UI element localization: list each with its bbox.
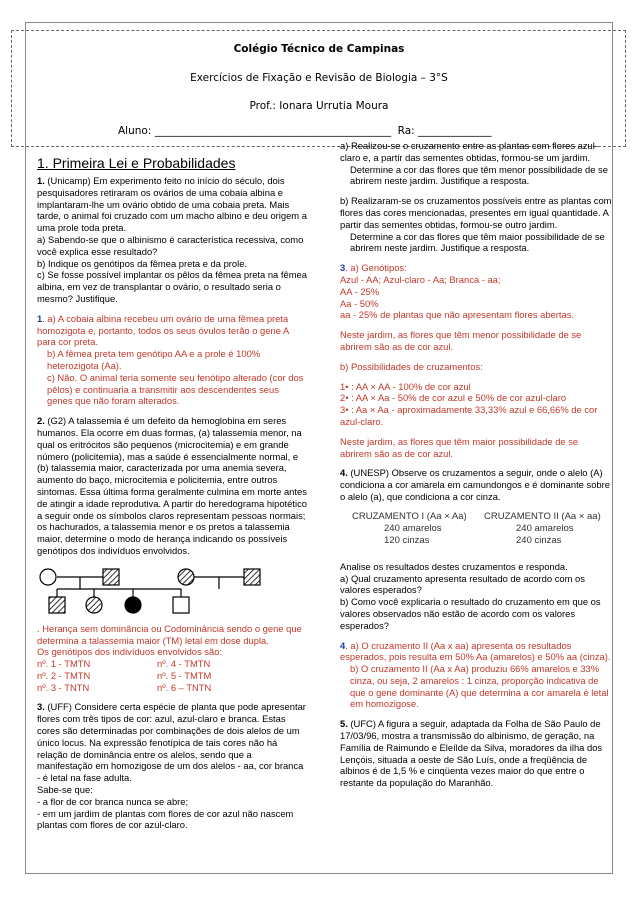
question-3-items-a: a) Realizou-se o cruzamento entre as plantas com flores azul-claro e, a partir das sementes obtidas, formou-se um jardim. Determine a cor das flores que têm menor possibilidade de se abrirem neste jardim. Justifique a resposta. xyxy=(340,140,608,187)
question-4: 4. (UNESP) Observe os cruzamentos a seguir, onde o alelo (A) condiciona a cor amarela em camundongos e é dominante sobre o alelo (a), que condiciona a cor cinza. xyxy=(340,467,610,502)
cross-2-title: CRUZAMENTO II (Aa × aa) xyxy=(484,510,601,522)
question-3: 3. (UFF) Considere certa espécie de planta que pode apresentar flores com três tipos de cor: azul, azul-claro e branca. Estas cores são determinadas por combinações de dois alelos de um único locus. Na expressão fenotípica de tais cores não há relação de dominância entre os alelos, sendo que a manifestação em homozigose de um dos alelos - aa, cor branca - é letal na fase adulta. Sabe-se que: - a flor de cor branca nunca se abre; - em um jardim de plantas com flores de cor azul não nascem plantas com flores de cor azul-claro. xyxy=(37,701,306,831)
pedigree-diagram xyxy=(37,565,297,615)
individual-6 xyxy=(173,597,189,613)
answer-3-cruzamentos-title: b) Possibilidades de cruzamentos: xyxy=(340,360,483,372)
school-title: Colégio Técnico de Campinas xyxy=(233,43,405,55)
individual-1 xyxy=(40,569,56,585)
individual-8 xyxy=(244,569,260,585)
section-title: 1. Primeira Lei e Probabilidades xyxy=(37,155,236,171)
right-column xyxy=(340,140,612,797)
cross-2-line-1: 240 amarelos xyxy=(516,522,574,534)
answer-3-menor: Neste jardim, as flores que têm menor possibilidade de se abrirem são as de cor azul. xyxy=(340,329,582,352)
cross-1-line-2: 120 cinzas xyxy=(384,534,430,546)
answer-2: . Herança sem dominância ou Codominância sendo o gene que determina a talassemia maior (TM) letal em dose dupla. Os genótipos dos indivíduos envolvidos são: nº. 1 - TMTN nº. 4 - TMTN nº. 2 - TMTN nº. 5 - TMTM nº. 3 - TNTN nº. 6 – TNTN xyxy=(37,623,307,694)
left-column xyxy=(37,155,307,839)
genotype-list: nº. 1 - TMTN nº. 4 - TMTN nº. 2 - TMTN nº. 5 - TMTM nº. 3 - TNTN nº. 6 – TNTN xyxy=(37,658,212,693)
question-5: 5. (UFC) A figura a seguir, adaptada da Folha de São Paulo de 17/03/96, mostra a transmissão do albinismo, de geração, na Família de Raimundo e Eleílde da Silva, moradores da ilha dos Lençóis, situada a oeste de São Luís, onde a freqüência de albinos é de 1,5 % e cinqüenta vezes maior do que entre o restante da população do Maranhão. xyxy=(340,718,603,789)
question-3-items-b: b) Realizaram-se os cruzamentos possíveis entre as plantas com flores das cores mencionadas, presentes em igual quantidade. A partir das sementes obtidas, formou-se outro jardim. Determine a cor das flores que têm maior possibilidade de se abrirem neste jardim. Justifique a resposta. xyxy=(340,195,612,254)
question-4-items: Analise os resultados destes cruzamentos e responda. a) Qual cruzamento apresenta resultado de acordo com os valores esperados? b) Como você explicaria o resultado do cruzamento em que os valores observados não estão de acordo com os valores esperados? xyxy=(340,560,601,631)
question-number: 1. xyxy=(37,175,45,186)
cross-1-line-1: 240 amarelos xyxy=(384,522,442,534)
individual-7 xyxy=(178,569,194,585)
professor-name: Prof.: Ionara Urrutia Moura xyxy=(249,100,389,112)
individual-5 xyxy=(125,597,141,613)
answer-3-genotypes: 3. a) Genótipos: Azul - AA; Azul-claro - Aa; Branca - aa; AA - 25% Aa - 50% aa - 25% de plantas que não apresentam flores abertas. xyxy=(340,262,575,321)
exercise-subtitle: Exercícios de Fixação e Revisão de Biologia – 3°S xyxy=(190,72,448,84)
answer-3-cruzamentos: 1• : AA × AA - 100% de cor azul 2• : AA × Aa - 50% de cor azul e 50% de cor azul-claro 3• : Aa × Aa - aproximadamente 33,33% azul e 66,66% de cor azul-claro. xyxy=(340,380,598,427)
individual-2 xyxy=(103,569,119,585)
answer-4: 4. a) O cruzamento II (Aa x aa) apresenta os resultados esperados, pois resulta em 50% Aa (amarelos) e 50% aa (cinza). b) O cruzamento II (Aa x Aa) produziu 66% amarelos e 33% cinza, ou seja, 2 amarelos : 1 cinza, proporção indicativa de que o gene dominante (A) que determina a cor amarela é letal em homozigose. xyxy=(340,639,611,710)
cross-2-line-2: 240 cinzas xyxy=(516,534,562,546)
question-2: 2. (G2) A talassemia é um defeito da hemoglobina em seres humanos. Ela ocorre em duas formas, (a) talassemia menor, na qual os eritrócitos são pequenos (microcitemia) e em grande número (policitemia), mas a saúde é essencialmente normal, e (b) talassemia maior, caracterizada por uma anemia severa, aumento do baço, microcitemia e policitemia, entre outros sintomas. Essa última forma geralmente culmina em morte antes de atingir a idade reprodutiva. A partir do heredograma hipotético a seguir onde os símbolos claros representam pessoas normais; os hachurados, a talassemia menor e os pretos a talassemia maior, determine o modo de herança indicando os possíveis genótipos dos indivíduos envolvidos. xyxy=(37,415,307,556)
student-line: Aluno: _____________________________________________ Ra: ______________ xyxy=(118,125,492,137)
crosses-figure xyxy=(340,511,612,553)
individual-4 xyxy=(86,597,102,613)
question-1: 1. (Unicamp) Em experimento feito no início do século, dois pesquisadores retiraram os ovários de uma cobaia albina e implantaram-lhe um ovário obtido de uma cobaia preta. Mais tarde, o animal foi cruzado com um macho albino e deu origem a uma prole toda preta. a) Sabendo-se que o albinismo é característica recessiva, como você explica esse resultado? b) Indique os genótipos da fêmea preta e da prole. c) Se fosse possível implantar os pêlos da fêmea preta na fêmea albina, em vez de transplantar o ovário, o resultado seria o mesmo? Justifique. xyxy=(37,175,307,304)
individual-3 xyxy=(49,597,65,613)
answer-3-maior: Neste jardim, as flores que têm maior possibilidade de se abrirem são as de cor azul. xyxy=(340,435,579,459)
answer-1: 1. a) A cobaia albina recebeu um ovário de uma fêmea preta homozigota e, portanto, todos os seus óvulos terão o gene A para cor preta. b) A fêmea preta tem genótipo AA e a prole é 100% heterozigota (Aa). c) Não. O animal teria somente seu fenótipo alterado (cor dos pêlos) e continuaria a transmitir aos descendentes seus genes que não foram alterados. xyxy=(37,312,304,407)
cross-1-title: CRUZAMENTO I (Aa × Aa) xyxy=(352,510,467,522)
